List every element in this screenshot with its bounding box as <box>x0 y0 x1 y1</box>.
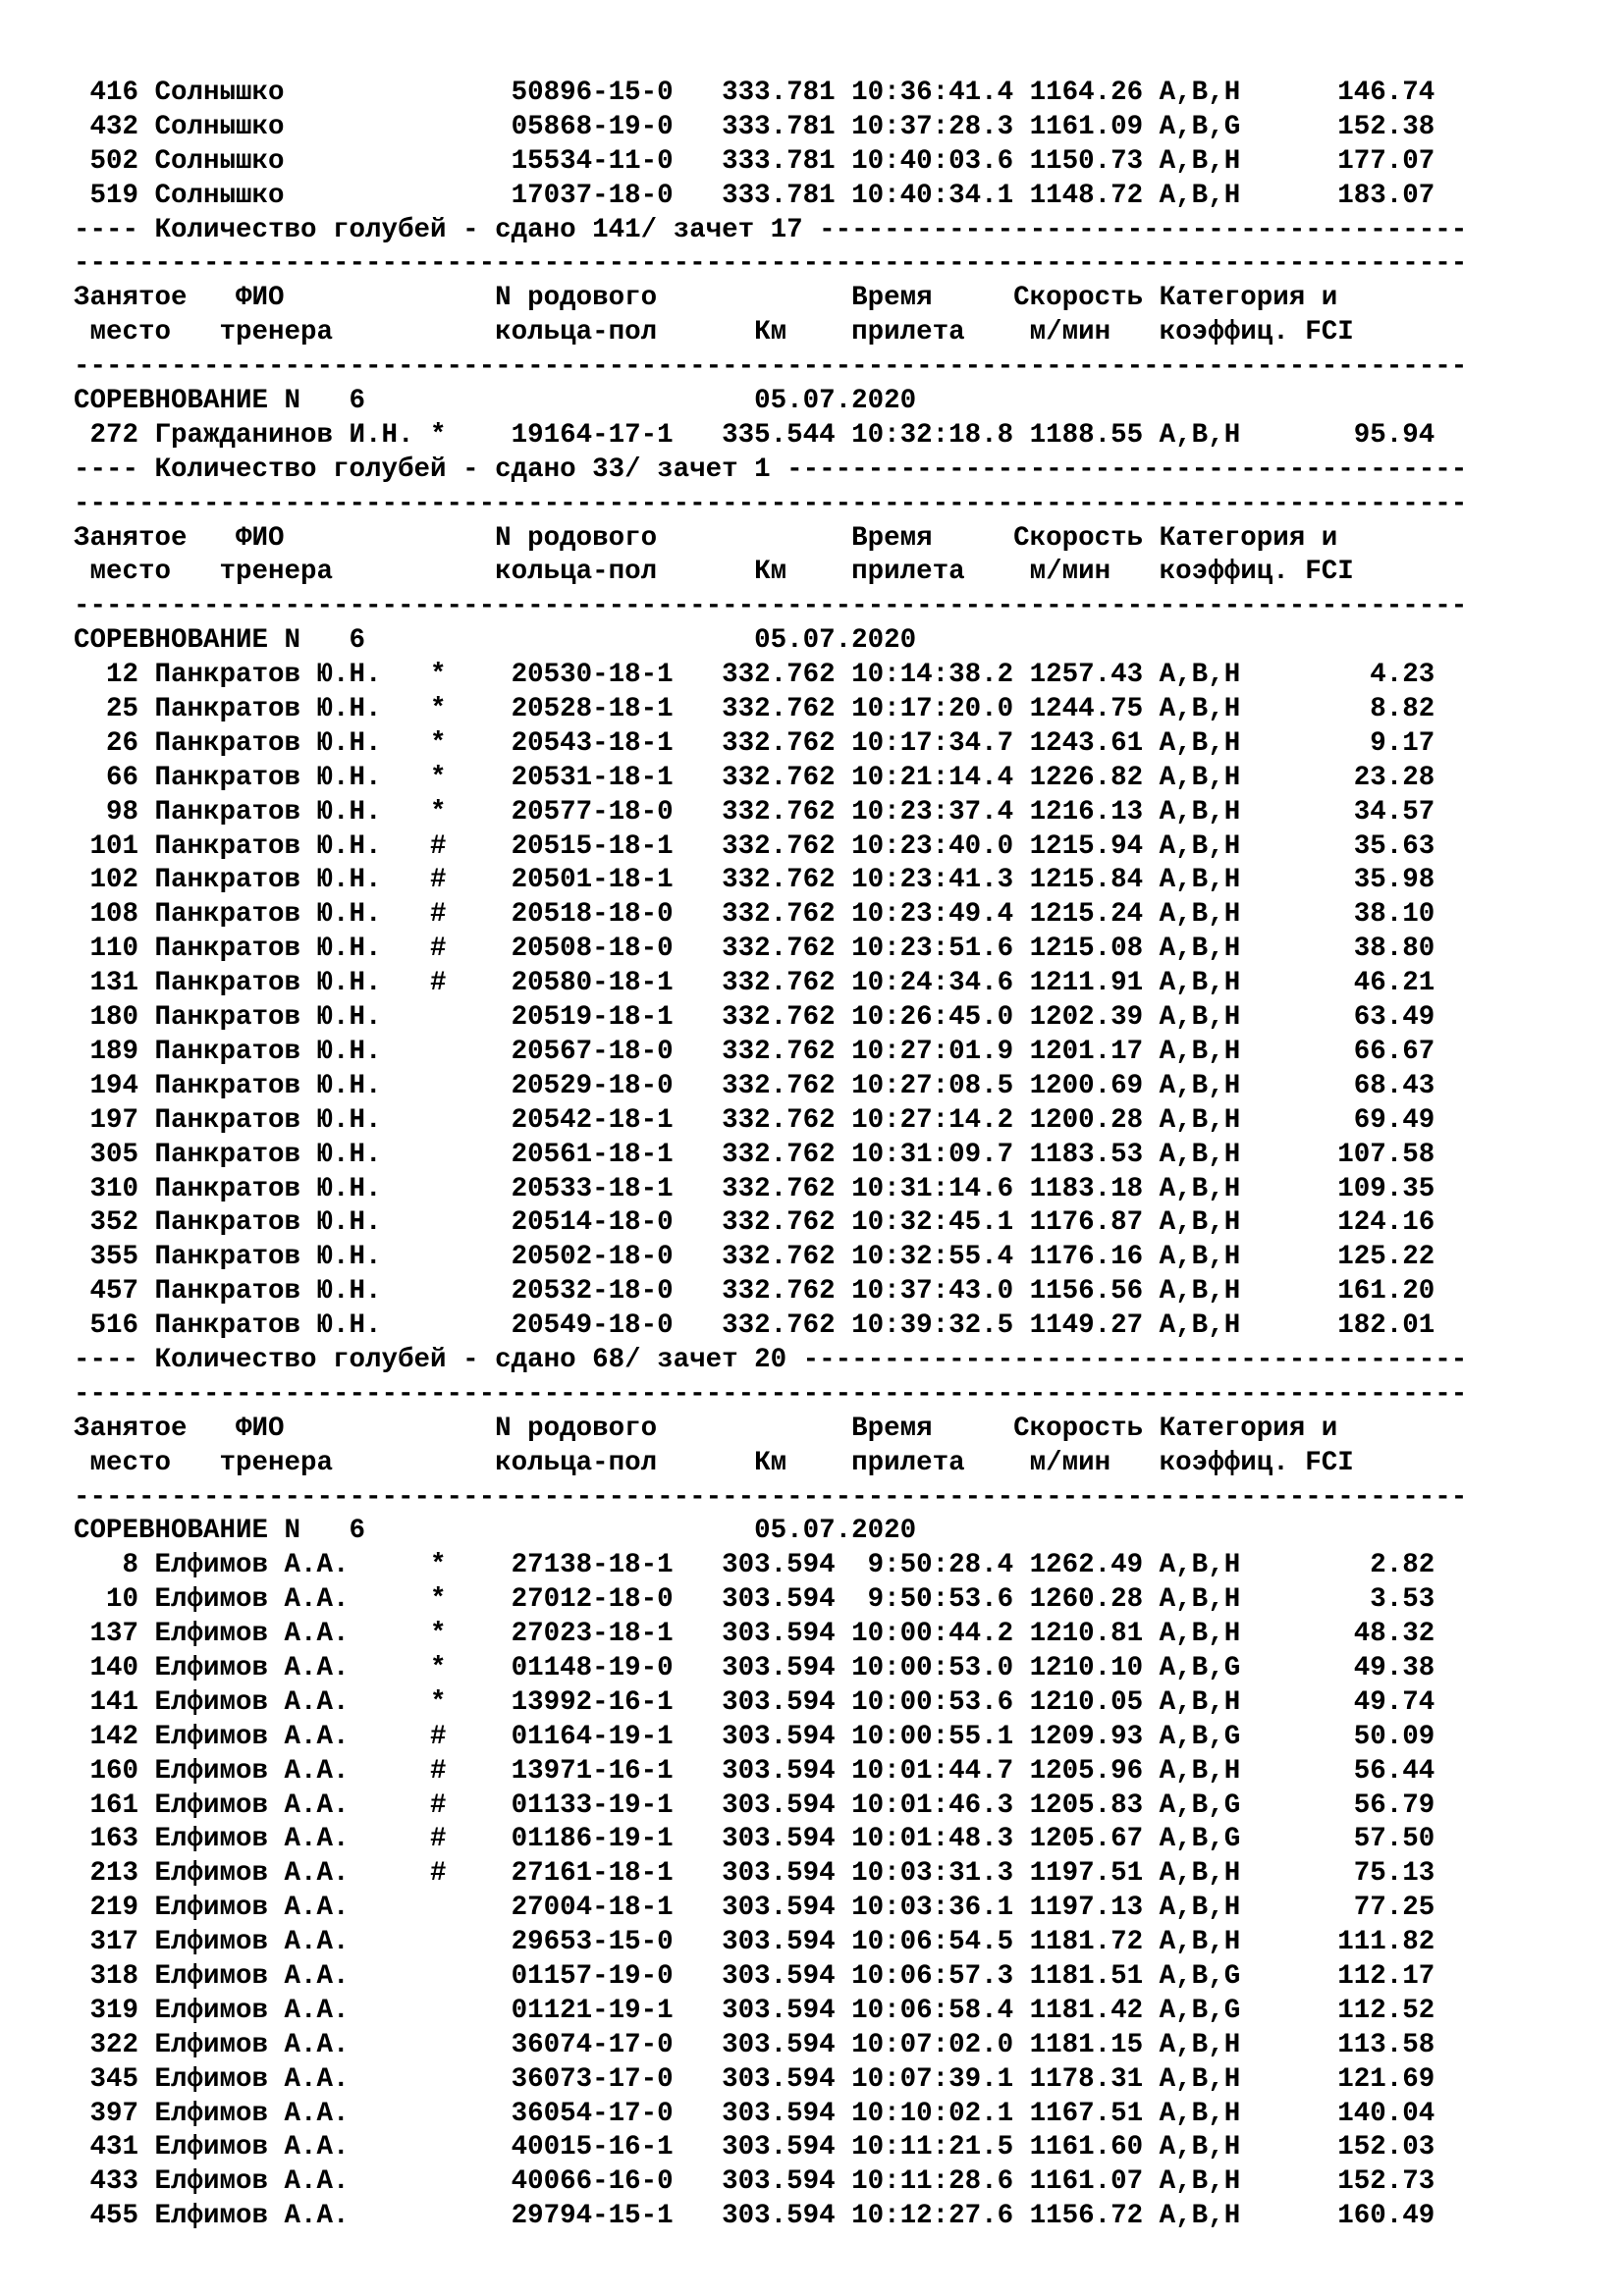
column-header-line: место тренера кольца-пол Км прилета м/мин коэффиц. FCI <box>74 557 1354 588</box>
separator-line: -------------------------------------------------------------------------------------- <box>74 1378 1468 1410</box>
result-row: 108 Панкратов Ю.Н. # 20518-18-0 332.762 10:23:49.4 1215.24 A,B,H 38.10 <box>74 899 1435 931</box>
result-row: 26 Панкратов Ю.Н. * 20543-18-1 332.762 10:17:34.7 1243.61 A,B,H 9.17 <box>74 727 1435 759</box>
separator-line: -------------------------------------------------------------------------------------- <box>74 591 1468 622</box>
result-row: 213 Елфимов А.А. # 27161-18-1 303.594 10:03:31.3 1197.51 A,B,H 75.13 <box>74 1858 1435 1890</box>
result-row: 305 Панкратов Ю.Н. 20561-18-1 332.762 10:31:09.7 1183.53 A,B,H 107.58 <box>74 1139 1435 1170</box>
section-summary-line: ---- Количество голубей - сдано 33/ зачет 1 ------------------------------------------ <box>74 454 1468 485</box>
result-row: 101 Панкратов Ю.Н. # 20515-18-1 332.762 10:23:40.0 1215.94 A,B,H 35.63 <box>74 830 1435 862</box>
column-header-line: Занятое ФИО N родового Время Скорость Категория и <box>74 283 1338 314</box>
result-row: 180 Панкратов Ю.Н. 20519-18-1 332.762 10:26:45.0 1202.39 A,B,H 63.49 <box>74 1002 1435 1034</box>
result-row: 416 Солнышко 50896-15-0 333.781 10:36:41.4 1164.26 A,B,H 146.74 <box>74 78 1435 108</box>
separator-line: -------------------------------------------------------------------------------------- <box>74 1481 1468 1513</box>
result-row: 345 Елфимов А.А. 36073-17-0 303.594 10:07:39.1 1178.31 A,B,H 121.69 <box>74 2063 1435 2095</box>
competition-header-line: СОРЕВНОВАНИЕ N 6 05.07.2020 <box>74 625 917 657</box>
result-row: 319 Елфимов А.А. 01121-19-1 303.594 10:06:58.4 1181.42 A,B,G 112.52 <box>74 1995 1435 2026</box>
results-printout <box>74 77 1467 2234</box>
result-row: 310 Панкратов Ю.Н. 20533-18-1 332.762 10:31:14.6 1183.18 A,B,H 109.35 <box>74 1173 1435 1204</box>
result-row: 433 Елфимов А.А. 40066-16-0 303.594 10:11:28.6 1161.07 A,B,H 152.73 <box>74 2166 1435 2198</box>
result-row: 142 Елфимов А.А. # 01164-19-1 303.594 10:00:55.1 1209.93 A,B,G 50.09 <box>74 1721 1435 1752</box>
competition-header-line: СОРЕВНОВАНИЕ N 6 05.07.2020 <box>74 386 917 417</box>
result-row: 502 Солнышко 15534-11-0 333.781 10:40:03.6 1150.73 A,B,H 177.07 <box>74 145 1435 177</box>
section-summary-line: ---- Количество голубей - сдано 68/ зачет 20 ----------------------------------------- <box>74 1344 1468 1375</box>
result-row: 131 Панкратов Ю.Н. # 20580-18-1 332.762 10:24:34.6 1211.91 A,B,H 46.21 <box>74 968 1435 999</box>
result-row: 272 Гражданинов И.Н. * 19164-17-1 335.544 10:32:18.8 1188.55 A,B,H 95.94 <box>74 419 1435 451</box>
result-row: 397 Елфимов А.А. 36054-17-0 303.594 10:10:02.1 1167.51 A,B,H 140.04 <box>74 2098 1435 2129</box>
separator-line: -------------------------------------------------------------------------------------- <box>74 248 1468 280</box>
result-row: 10 Елфимов А.А. * 27012-18-0 303.594 9:50:53.6 1260.28 A,B,H 3.53 <box>74 1584 1435 1616</box>
separator-line: -------------------------------------------------------------------------------------- <box>74 351 1468 383</box>
separator-line: -------------------------------------------------------------------------------------- <box>74 488 1468 519</box>
result-row: 137 Елфимов А.А. * 27023-18-1 303.594 10:00:44.2 1210.81 A,B,H 48.32 <box>74 1619 1435 1650</box>
section-summary-line: ---- Количество голубей - сдано 141/ зачет 17 ---------------------------------------- <box>74 214 1468 245</box>
competition-header-line: СОРЕВНОВАНИЕ N 6 05.07.2020 <box>74 1516 917 1547</box>
result-row: 8 Елфимов А.А. * 27138-18-1 303.594 9:50:28.4 1262.49 A,B,H 2.82 <box>74 1550 1435 1581</box>
result-row: 519 Солнышко 17037-18-0 333.781 10:40:34.1 1148.72 A,B,H 183.07 <box>74 180 1435 211</box>
result-row: 140 Елфимов А.А. * 01148-19-0 303.594 10:00:53.0 1210.10 A,B,G 49.38 <box>74 1652 1435 1683</box>
result-row: 25 Панкратов Ю.Н. * 20528-18-1 332.762 10:17:20.0 1244.75 A,B,H 8.82 <box>74 694 1435 725</box>
result-row: 189 Панкратов Ю.Н. 20567-18-0 332.762 10:27:01.9 1201.17 A,B,H 66.67 <box>74 1036 1435 1067</box>
result-row: 12 Панкратов Ю.Н. * 20530-18-1 332.762 10:14:38.2 1257.43 A,B,H 4.23 <box>74 660 1435 691</box>
column-header-line: Занятое ФИО N родового Время Скорость Категория и <box>74 1413 1338 1444</box>
column-header-line: место тренера кольца-пол Км прилета м/мин коэффиц. FCI <box>74 1447 1354 1478</box>
result-row: 102 Панкратов Ю.Н. # 20501-18-1 332.762 10:23:41.3 1215.84 A,B,H 35.98 <box>74 865 1435 896</box>
result-row: 457 Панкратов Ю.Н. 20532-18-0 332.762 10:37:43.0 1156.56 A,B,H 161.20 <box>74 1276 1435 1308</box>
column-header-line: место тренера кольца-пол Км прилета м/мин коэффиц. FCI <box>74 317 1354 348</box>
result-row: 322 Елфимов А.А. 36074-17-0 303.594 10:07:02.0 1181.15 A,B,H 113.58 <box>74 2029 1435 2060</box>
result-row: 318 Елфимов А.А. 01157-19-0 303.594 10:06:57.3 1181.51 A,B,G 112.17 <box>74 1960 1435 1992</box>
result-row: 66 Панкратов Ю.Н. * 20531-18-1 332.762 10:21:14.4 1226.82 A,B,H 23.28 <box>74 762 1435 793</box>
result-row: 455 Елфимов А.А. 29794-15-1 303.594 10:12:27.6 1156.72 A,B,H 160.49 <box>74 2201 1435 2232</box>
result-row: 161 Елфимов А.А. # 01133-19-1 303.594 10:01:46.3 1205.83 A,B,G 56.79 <box>74 1789 1435 1821</box>
result-row: 98 Панкратов Ю.Н. * 20577-18-0 332.762 10:23:37.4 1216.13 A,B,H 34.57 <box>74 796 1435 828</box>
result-row: 516 Панкратов Ю.Н. 20549-18-0 332.762 10:39:32.5 1149.27 A,B,H 182.01 <box>74 1310 1435 1342</box>
result-row: 352 Панкратов Ю.Н. 20514-18-0 332.762 10:32:45.1 1176.87 A,B,H 124.16 <box>74 1207 1435 1239</box>
result-row: 219 Елфимов А.А. 27004-18-1 303.594 10:03:36.1 1197.13 A,B,H 77.25 <box>74 1893 1435 1924</box>
column-header-line: Занятое ФИО N родового Время Скорость Категория и <box>74 522 1338 554</box>
result-row: 432 Солнышко 05868-19-0 333.781 10:37:28.3 1161.09 A,B,G 152.38 <box>74 111 1435 142</box>
result-row: 317 Елфимов А.А. 29653-15-0 303.594 10:06:54.5 1181.72 A,B,H 111.82 <box>74 1927 1435 1958</box>
result-row: 163 Елфимов А.А. # 01186-19-1 303.594 10:01:48.3 1205.67 A,B,G 57.50 <box>74 1824 1435 1855</box>
result-row: 110 Панкратов Ю.Н. # 20508-18-0 332.762 10:23:51.6 1215.08 A,B,H 38.80 <box>74 934 1435 965</box>
result-row: 194 Панкратов Ю.Н. 20529-18-0 332.762 10:27:08.5 1200.69 A,B,H 68.43 <box>74 1070 1435 1101</box>
result-row: 197 Панкратов Ю.Н. 20542-18-1 332.762 10:27:14.2 1200.28 A,B,H 69.49 <box>74 1104 1435 1136</box>
result-row: 160 Елфимов А.А. # 13971-16-1 303.594 10:01:44.7 1205.96 A,B,H 56.44 <box>74 1755 1435 1787</box>
result-row: 431 Елфимов А.А. 40015-16-1 303.594 10:11:21.5 1161.60 A,B,H 152.03 <box>74 2132 1435 2163</box>
result-row: 355 Панкратов Ю.Н. 20502-18-0 332.762 10:32:55.4 1176.16 A,B,H 125.22 <box>74 1242 1435 1273</box>
result-row: 141 Елфимов А.А. * 13992-16-1 303.594 10:00:53.6 1210.05 A,B,H 49.74 <box>74 1686 1435 1718</box>
